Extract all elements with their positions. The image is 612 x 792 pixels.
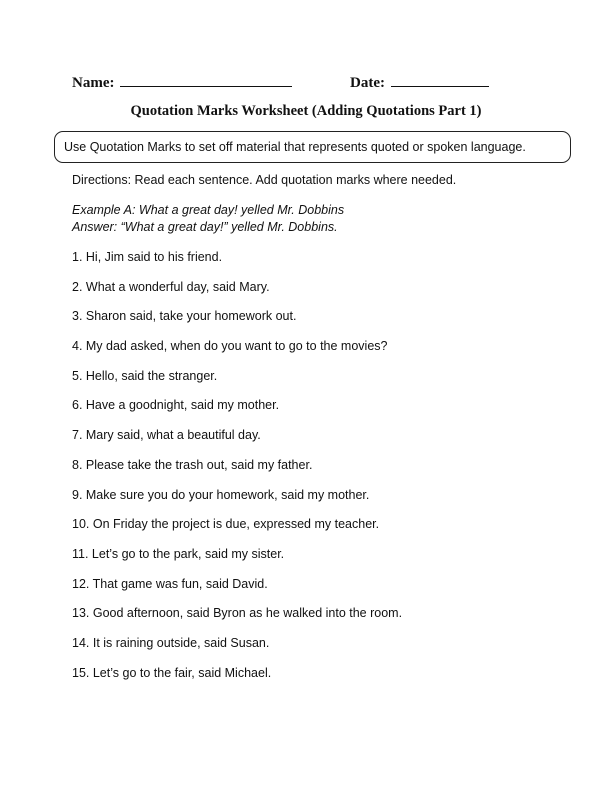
question-item: 7. Mary said, what a beautiful day. <box>72 428 261 443</box>
worksheet-title: Quotation Marks Worksheet (Adding Quotations Part 1) <box>130 103 482 119</box>
question-item: 2. What a wonderful day, said Mary. <box>72 279 270 294</box>
date-blank-line <box>391 72 489 87</box>
name-field <box>72 72 292 92</box>
answer-line: Answer: “What a great day!” yelled Mr. Dobbins. <box>72 220 338 234</box>
question-item: 10. On Friday the project is due, expressed my teacher. <box>72 517 380 532</box>
question-item: 4. My dad asked, when do you want to go to the movies? <box>72 339 388 354</box>
question-item: 14. It is raining outside, said Susan. <box>72 635 270 650</box>
rule-text: Use Quotation Marks to set off material that represents quoted or spoken language. <box>64 140 526 154</box>
question-item: 5. Hello, said the stranger. <box>72 368 218 383</box>
rule-box <box>54 131 571 163</box>
question-item: 11. Let’s go to the park, said my sister. <box>72 546 285 561</box>
question-item: 1. Hi, Jim said to his friend. <box>72 250 223 264</box>
name-label: Name: <box>72 75 115 91</box>
directions-text: Directions: Read each sentence. Add quotation marks where needed. <box>72 173 457 187</box>
date-field <box>350 72 489 92</box>
question-list <box>72 249 402 694</box>
question-item: 6. Have a goodnight, said my mother. <box>72 398 280 413</box>
question-item: 9. Make sure you do your homework, said my mother. <box>72 487 370 502</box>
question-item: 12. That game was fun, said David. <box>72 576 268 591</box>
question-item: 3. Sharon said, take your homework out. <box>72 309 297 324</box>
question-item: 13. Good afternoon, said Byron as he walked into the room. <box>72 606 403 621</box>
date-label: Date: <box>350 75 385 91</box>
name-blank-line <box>120 72 292 87</box>
question-item: 15. Let’s go to the fair, said Michael. <box>72 665 272 680</box>
example-line: Example A: What a great day! yelled Mr. Dobbins <box>72 203 345 217</box>
question-item: 8. Please take the trash out, said my father. <box>72 457 313 472</box>
example-block <box>72 202 344 236</box>
